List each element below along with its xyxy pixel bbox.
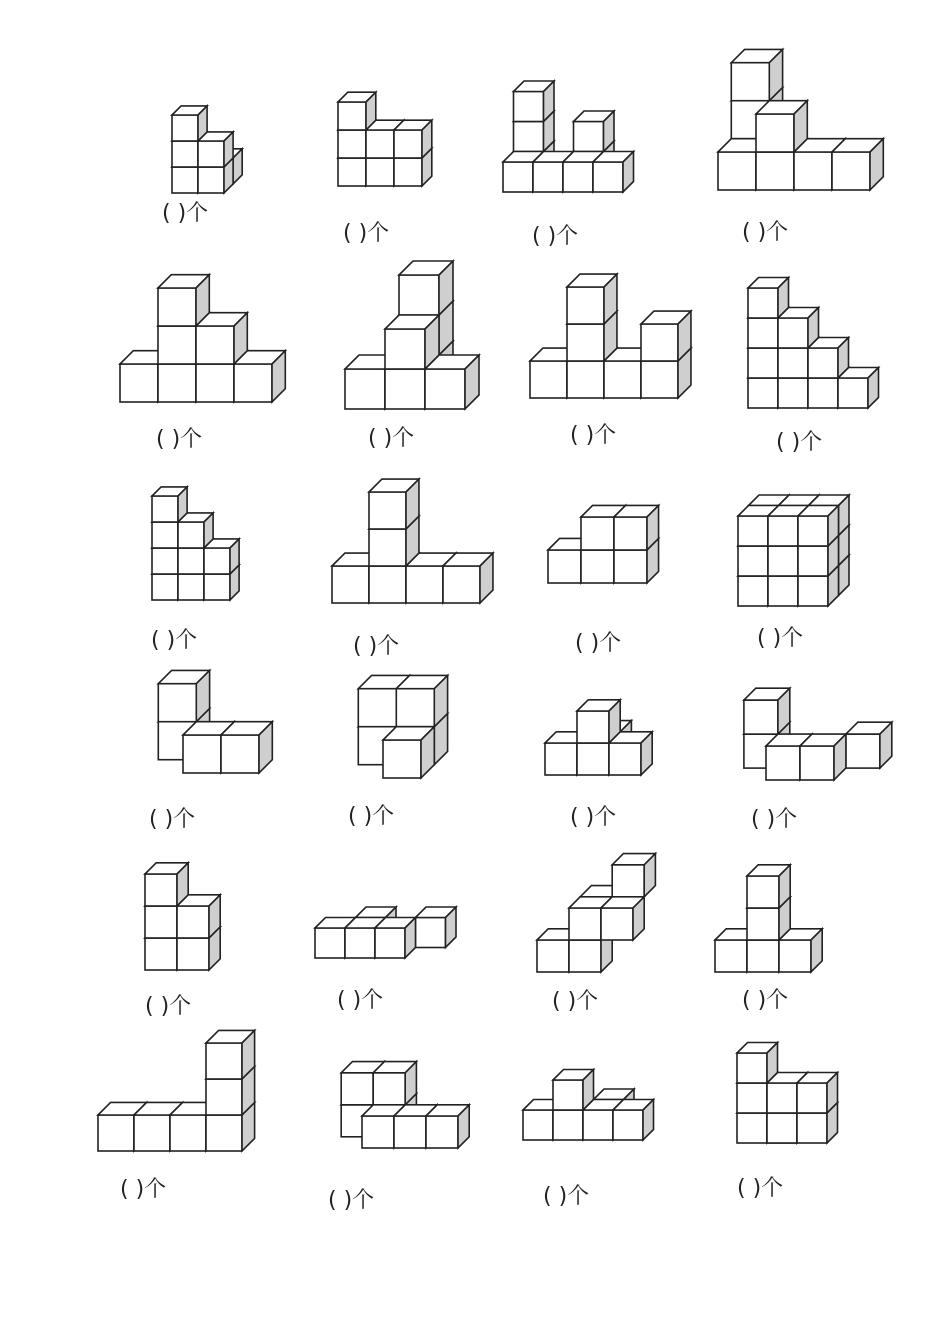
answer-blank-20[interactable]: ( )个: [742, 988, 789, 1013]
cube-figure-15: [545, 700, 652, 775]
cube: [553, 1070, 594, 1111]
answer-blank-4[interactable]: ( )个: [742, 220, 789, 245]
cube-figure-22: [341, 1062, 469, 1148]
cube-figure-3: [503, 81, 634, 192]
cube-figure-9: [152, 487, 239, 600]
cube: [204, 539, 239, 574]
cube: [399, 261, 453, 315]
cube: [196, 313, 247, 364]
answer-blank-21[interactable]: ( )个: [120, 1177, 167, 1202]
answer-blank-6[interactable]: ( )个: [368, 426, 415, 451]
cube: [178, 513, 213, 548]
cube: [756, 101, 807, 152]
cube: [369, 479, 419, 529]
cube: [613, 1100, 654, 1141]
answer-blank-2[interactable]: ( )个: [343, 221, 390, 246]
cube-figure-5: [120, 275, 285, 402]
cube-figure-7: [530, 274, 691, 398]
answer-blank-24[interactable]: ( )个: [737, 1176, 784, 1201]
cube: [797, 1073, 838, 1114]
answer-blank-1[interactable]: ( )个: [162, 201, 209, 226]
cube: [609, 732, 652, 775]
cube: [800, 734, 846, 780]
cube-figure-4: [718, 49, 883, 190]
cube-figure-18: [315, 907, 456, 958]
cube: [383, 727, 434, 778]
cube: [778, 308, 819, 349]
cube: [338, 92, 376, 130]
cube: [514, 81, 555, 122]
answer-blank-11[interactable]: ( )个: [575, 631, 622, 656]
cube-figure-11: [548, 505, 659, 583]
cube-figure-10: [332, 479, 493, 603]
cube: [206, 1030, 255, 1079]
cube-figure-13: [158, 670, 272, 773]
cube: [234, 351, 285, 402]
cube: [779, 929, 822, 972]
cube: [798, 506, 839, 547]
cube: [744, 688, 790, 734]
cube: [396, 675, 447, 726]
cube: [747, 865, 790, 908]
answer-blank-12[interactable]: ( )个: [757, 626, 804, 651]
cube: [838, 368, 879, 409]
cube: [614, 505, 659, 550]
cube: [426, 1105, 469, 1148]
answer-blank-8[interactable]: ( )个: [776, 430, 823, 455]
cube: [172, 106, 207, 141]
answer-blank-23[interactable]: ( )个: [543, 1184, 590, 1209]
cube: [737, 1043, 778, 1084]
cube: [832, 139, 883, 190]
cube-figure-24: [737, 1043, 838, 1144]
cube: [375, 918, 416, 959]
answer-blank-3[interactable]: ( )个: [532, 224, 579, 249]
cube: [601, 897, 644, 940]
cube: [152, 487, 187, 522]
cube: [443, 553, 493, 603]
cube: [808, 338, 849, 379]
cube: [158, 275, 209, 326]
cube: [846, 722, 892, 768]
cube: [373, 1062, 416, 1105]
cube: [198, 132, 233, 167]
cube-figure-2: [338, 92, 432, 186]
answer-blank-13[interactable]: ( )个: [149, 807, 196, 832]
cube: [593, 152, 634, 193]
cube-figure-20: [715, 865, 822, 972]
cube: [158, 670, 209, 721]
cube-figure-8: [748, 278, 879, 409]
cube: [641, 311, 691, 361]
cube: [177, 895, 220, 938]
answer-blank-14[interactable]: ( )个: [348, 804, 395, 829]
answer-blank-18[interactable]: ( )个: [337, 988, 384, 1013]
cube: [416, 907, 457, 948]
answer-blank-9[interactable]: ( )个: [151, 628, 198, 653]
cube-figure-14: [358, 675, 447, 778]
cube: [385, 315, 439, 369]
cube-figure-19: [537, 854, 655, 972]
cube-figure-16: [744, 688, 892, 780]
answer-blank-15[interactable]: ( )个: [570, 805, 617, 830]
cube: [394, 120, 432, 158]
cube: [612, 854, 655, 897]
answer-blank-19[interactable]: ( )个: [552, 989, 599, 1014]
answer-blank-10[interactable]: ( )个: [353, 634, 400, 659]
answer-blank-7[interactable]: ( )个: [570, 423, 617, 448]
cube: [731, 49, 782, 100]
cube: [425, 355, 479, 409]
cube: [748, 278, 789, 319]
cube-figure-17: [145, 863, 220, 970]
answer-blank-17[interactable]: ( )个: [145, 994, 192, 1019]
cube-figure-1: [172, 106, 242, 193]
cube: [567, 274, 617, 324]
cube-figure-21: [98, 1030, 255, 1151]
cube-figure-6: [345, 261, 479, 409]
answer-blank-22[interactable]: ( )个: [328, 1188, 375, 1213]
answer-blank-16[interactable]: ( )个: [751, 807, 798, 832]
cube: [577, 700, 620, 743]
cube: [574, 111, 615, 152]
cube-figure-23: [523, 1070, 654, 1141]
cube: [221, 722, 272, 773]
cube-figure-12: [738, 495, 849, 606]
answer-blank-5[interactable]: ( )个: [156, 427, 203, 452]
cube: [145, 863, 188, 906]
